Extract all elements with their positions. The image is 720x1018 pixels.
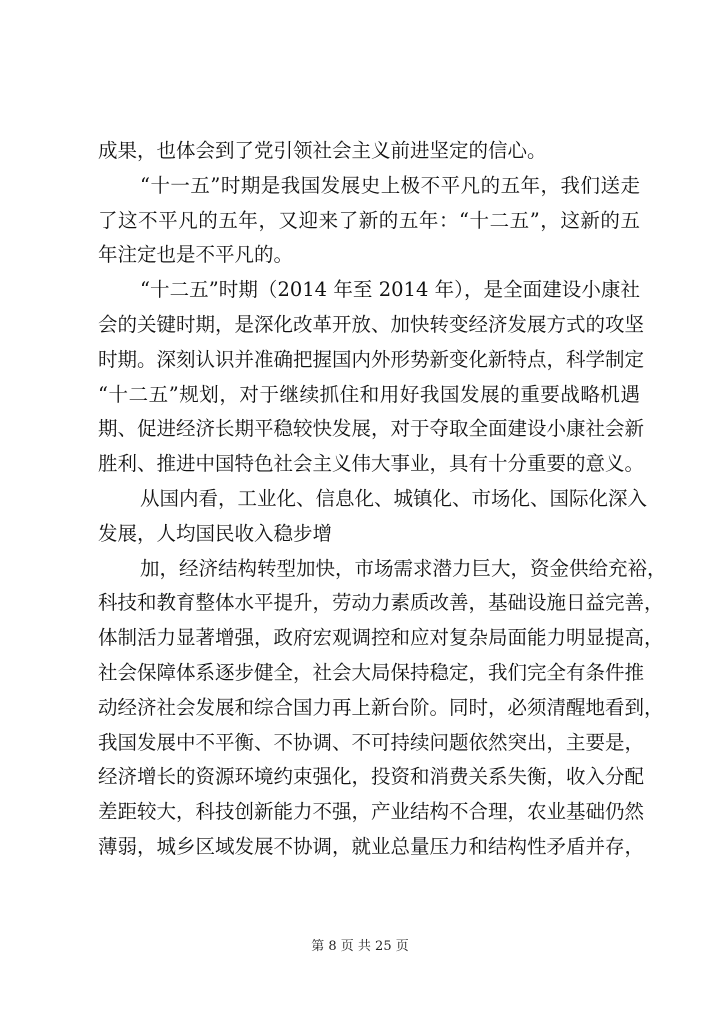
body-text	[98, 134, 667, 865]
text-line: 年注定也是不平凡的。	[98, 243, 294, 267]
text-line: 从国内看，工业化、信息化、城镇化、市场化、国际化深入	[140, 486, 648, 510]
text-line: 发展，人均国民收入稳步增	[98, 521, 333, 545]
text-line: 经济增长的资源环境约束强化，投资和消费关系失衡，收入分配	[98, 765, 645, 789]
page-footer	[0, 938, 720, 956]
text-line: 体制活力显著增强，政府宏观调控和应对复杂局面能力明显提高，	[98, 626, 664, 650]
text-line: “十二五”时期（2014 年至 2014 年），是全面建设小康社	[140, 278, 640, 302]
text-line: 社会保障体系逐步健全，社会大局保持稳定，我们完全有条件推	[98, 660, 645, 684]
text-line: 会的关键时期，是深化改革开放、加快转变经济发展方式的攻坚	[98, 312, 645, 336]
text-line: 成果，也体会到了党引领社会主义前进坚定的信心。	[98, 139, 547, 162]
text-line: 时期。深刻认识并准确把握国内外形势新变化新特点，科学制定	[98, 347, 645, 371]
text-line: 期、促进经济长期平稳较快发展，对于夺取全面建设小康社会新	[98, 417, 645, 441]
text-line: 加，经济结构转型加快，市场需求潜力巨大，资金供给充裕，	[140, 556, 667, 580]
text-line: 胜利、推进中国特色社会主义伟大事业，具有十分重要的意义。	[98, 452, 645, 476]
text-line: 科技和教育整体水平提升，劳动力素质改善，基础设施日益完善，	[98, 591, 664, 615]
text-line: 差距较大，科技创新能力不强，产业结构不合理，农业基础仍然	[98, 800, 645, 824]
text-line: 薄弱，城乡区域发展不协调，就业总量压力和结构性矛盾并存，	[98, 834, 645, 858]
text-line: 了这不平凡的五年，又迎来了新的五年：“十二五”，这新的五	[98, 208, 640, 232]
page-number: 第 8 页 共 25 页	[311, 939, 409, 954]
text-line: “十二五”规划，对于继续抓住和用好我国发展的重要战略机遇	[98, 382, 640, 406]
text-line: 动经济社会发展和综合国力再上新台阶。同时，必须清醒地看到，	[98, 695, 664, 719]
text-line: “十一五”时期是我国发展史上极不平凡的五年，我们送走	[140, 173, 640, 197]
text-line: 我国发展中不平衡、不协调、不可持续问题依然突出，主要是，	[98, 730, 645, 754]
